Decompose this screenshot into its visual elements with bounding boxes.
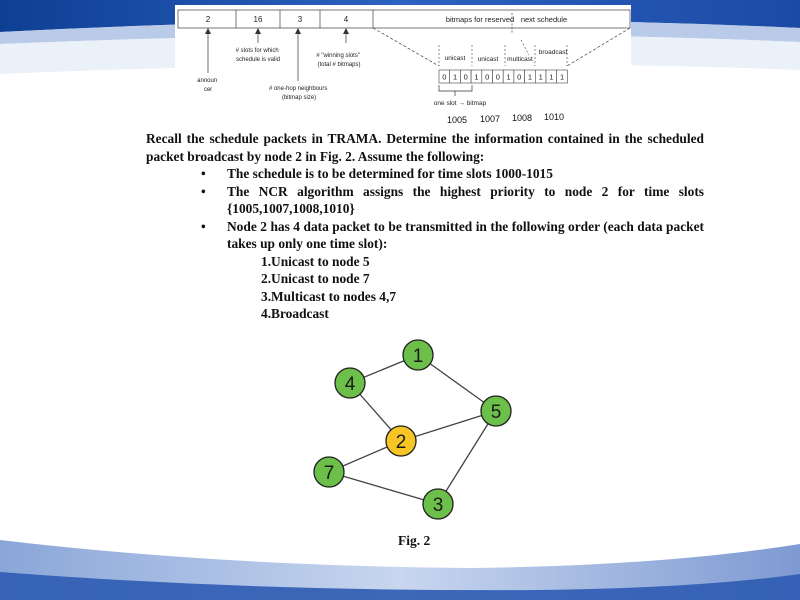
bitmap-bit: 0 xyxy=(485,72,490,82)
slot-number-1008: 1008 xyxy=(511,113,533,123)
problem-card xyxy=(142,127,708,553)
field-neighbours: 3 xyxy=(297,15,303,24)
group-label-broadcast: broadcast xyxy=(538,49,568,56)
bitmap-bit: 1 xyxy=(527,72,533,82)
bitmap-bit: 1 xyxy=(474,72,479,82)
node-label-1: 1 xyxy=(412,346,424,367)
bullet-icon: • xyxy=(201,218,206,234)
slots-valid-annotation: # slots for which schedule is valid xyxy=(235,48,281,63)
announcer-annotation: announ cer xyxy=(197,78,218,93)
group-label-unicast-2: unicast xyxy=(477,56,499,63)
field-winning: 4 xyxy=(343,15,349,24)
node-label-7: 7 xyxy=(323,463,335,484)
graph-nodes xyxy=(314,340,511,519)
list-item: 3.Multicast to nodes 4,7 xyxy=(261,288,397,304)
edge-7-3 xyxy=(329,472,438,504)
field-announcer: 2 xyxy=(205,15,211,24)
slot-number-1010: 1010 xyxy=(543,112,565,122)
list-item: 1.Unicast to node 5 xyxy=(261,253,370,269)
winning-slots-annotation: # "winning slots" (total # bitmaps) xyxy=(316,53,361,68)
group-label-unicast-1: unicast xyxy=(444,55,466,62)
bullet-text: The NCR algorithm assigns the highest priority to node 2 for time slots {1005,1007,1008,1010} xyxy=(227,183,704,216)
neighbours-annotation: # one-hop neighbours (bitmap size) xyxy=(268,86,328,101)
node-label-2: 2 xyxy=(395,432,407,453)
bitmap-bit: 0 xyxy=(463,72,468,82)
bitmap-bit: 1 xyxy=(452,72,458,82)
bitmap-bit: 0 xyxy=(442,72,447,82)
field-slots: 16 xyxy=(253,15,263,24)
bitmaps-label: bitmaps for reserved xyxy=(445,15,515,24)
one-slot-annotation: one slot → bitmap xyxy=(433,100,487,107)
node-label-3: 3 xyxy=(432,495,444,516)
bitmap-bit: 0 xyxy=(517,72,522,82)
bitmap-bit: 0 xyxy=(495,72,500,82)
list-item: 2.Unicast to node 7 xyxy=(261,271,370,286)
bitmap-bit: 1 xyxy=(559,72,565,82)
list-item: 4.Broadcast xyxy=(261,306,329,321)
next-schedule-label: next schedule xyxy=(520,15,568,24)
node-label-5: 5 xyxy=(490,402,502,423)
bitmap-bit: 1 xyxy=(538,72,543,82)
bitmap-bit: 1 xyxy=(549,72,554,82)
bullet-text: Node 2 has 4 data packet to be transmitted in the following order (each data packet takes up only one time slot): xyxy=(227,218,704,251)
node-label-4: 4 xyxy=(344,374,356,395)
slot-number-1005: 1005 xyxy=(446,115,468,125)
slot-number-1007: 1007 xyxy=(479,114,501,124)
bullet-icon: • xyxy=(201,183,206,199)
problem-intro: Recall the schedule packets in TRAMA. Determine the information contained in the scheduled packet broadcast by node 2 in Fig. 2. Assume the following: xyxy=(146,131,704,164)
bullet-icon: • xyxy=(201,166,206,181)
edge-5-3 xyxy=(438,411,496,504)
packet-format-diagram xyxy=(175,5,631,127)
network-graph xyxy=(142,127,708,553)
bitmap-cells xyxy=(439,70,567,83)
group-label-multicast: multicast xyxy=(507,56,533,63)
figure-caption: Fig. 2 xyxy=(398,533,431,548)
bullet-text: The schedule is to be determined for time slots 1000-1015 xyxy=(227,166,553,181)
bitmap-bit: 1 xyxy=(506,72,511,82)
